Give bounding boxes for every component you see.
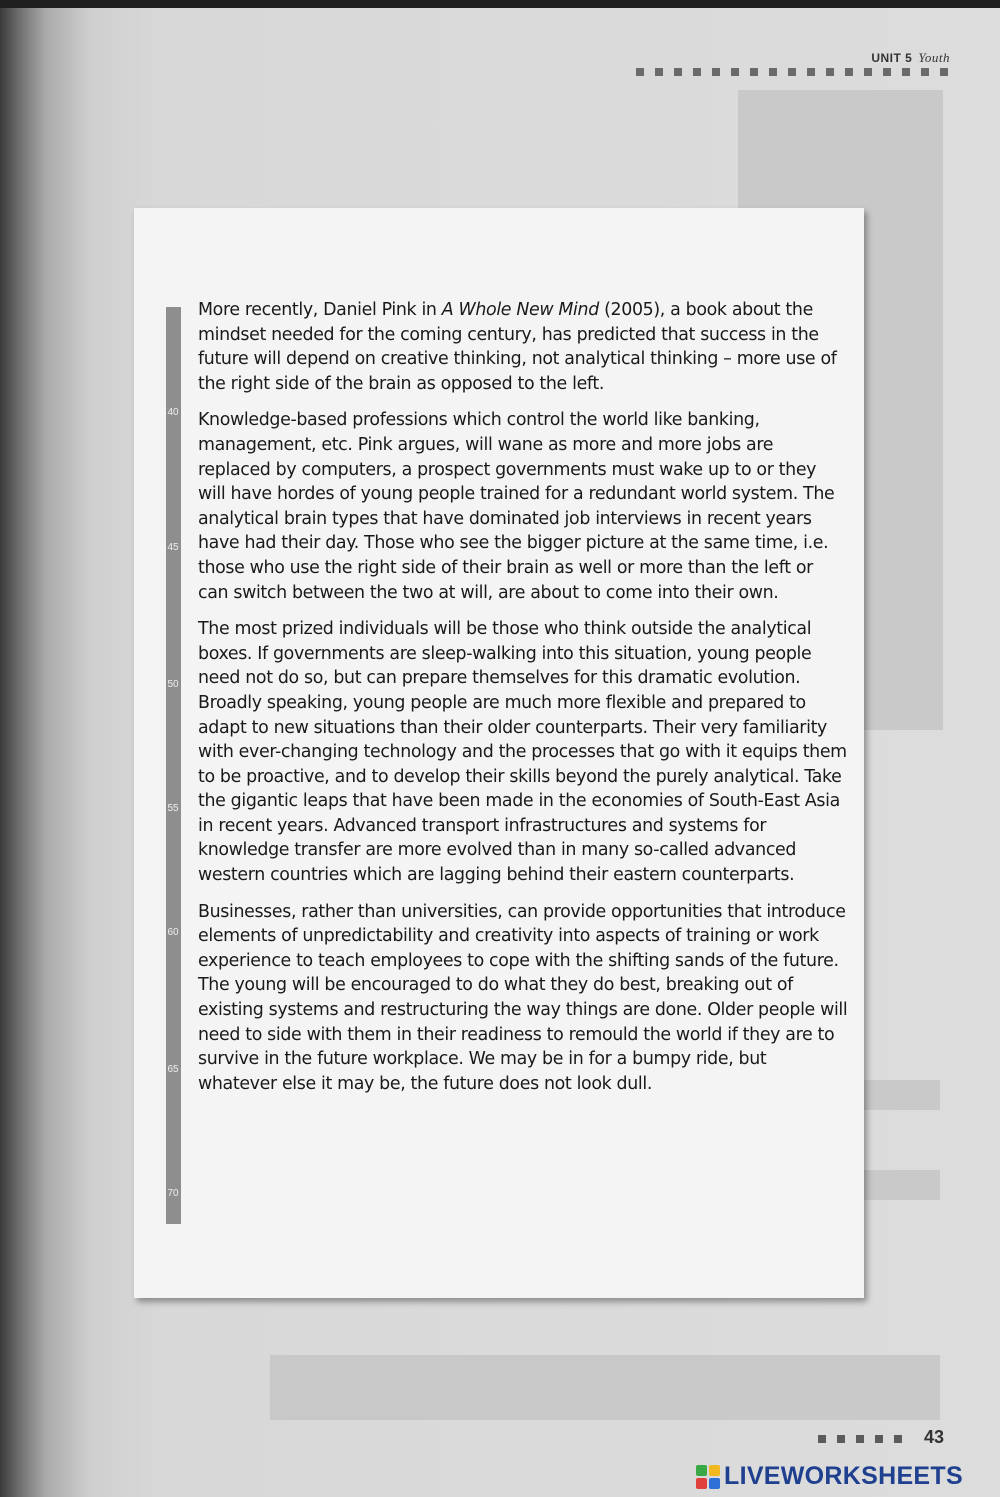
line-number: 40 xyxy=(167,407,179,418)
brand-name: LIVEWORKSHEETS xyxy=(724,1462,963,1490)
line-number-margin xyxy=(166,307,181,1224)
line-number: 50 xyxy=(167,679,179,690)
liveworksheets-logo[interactable] xyxy=(696,1462,963,1491)
line-number: 70 xyxy=(167,1188,179,1199)
line-number: 55 xyxy=(167,803,179,814)
unit-label: UNIT 5 xyxy=(871,51,913,65)
book-title: A Whole New Mind xyxy=(441,300,599,320)
passage-paragraph-2: Knowledge-based professions which control the world like banking, management, etc. Pink argues, will wane as more and more jobs are replaced by computers, a prospect governments must wake up to or they will have hordes of young people trained for a redundant world system. The analytical brain types that have dominated job interviews in recent years have had their day. Those who see the bigger picture at the same time, i.e. those who use the right side of their brain as well or more than the left or can switch between the two at will, are about to come into their own. xyxy=(198,410,835,603)
passage-paragraph-3: The most prized individuals will be those who think outside the analytical boxes. If governments are sleep-walking into this situation, young people need not do so, but can prepare themselves for this dramatic evolution. Broadly speaking, young people are much more flexible and prepared to adapt to new situations than their older counterparts. Their very familiarity with ever-changing technology and the processes that go with it equips them to be proactive, and to develop their skills beyond the purely analytical. Take the gigantic leaps that have been made in the economies of South-East Asia in recent years. Advanced transport infrastructures and systems for knowledge transfer are more evolved than in many so-called advanced western countries which are lagging behind their eastern counterparts. xyxy=(198,619,847,886)
reading-passage xyxy=(198,298,848,1108)
line-number: 45 xyxy=(167,542,179,553)
line-number: 65 xyxy=(167,1064,179,1075)
footer-decoration xyxy=(818,1435,910,1443)
unit-title: Youth xyxy=(918,50,950,65)
page-header xyxy=(871,50,950,66)
passage-paragraph-4: Businesses, rather than universities, can provide opportunities that introduce elements of unpredictability and creativity into aspects of training or work experience to teach employees to cope with the shifting sands of the future. The young will be encouraged to do what they do best, breaking out of existing systems and restructuring the way things are done. Older people will need to side with them in their readiness to remould the world if they are to survive in the future workplace. We may be in for a bumpy ride, but whatever else it may be, the future does not look dull. xyxy=(198,901,848,1094)
background-shaded-box xyxy=(270,1355,940,1420)
paragraph-text: More recently, Daniel Pink in xyxy=(198,300,442,320)
passage-paragraph-1 xyxy=(198,298,848,396)
page-top-edge xyxy=(0,0,1000,8)
line-number: 60 xyxy=(167,927,179,938)
header-decoration xyxy=(636,68,950,76)
paragraph-text: (2005), a book about the mindset needed for the coming century, has predicted that success in the future will depend on creative thinking, not analytical thinking – more use of the right side of the brain as opposed to the left. xyxy=(198,300,837,394)
page-number: 43 xyxy=(924,1427,945,1447)
liveworksheets-logo-icon xyxy=(696,1465,720,1489)
